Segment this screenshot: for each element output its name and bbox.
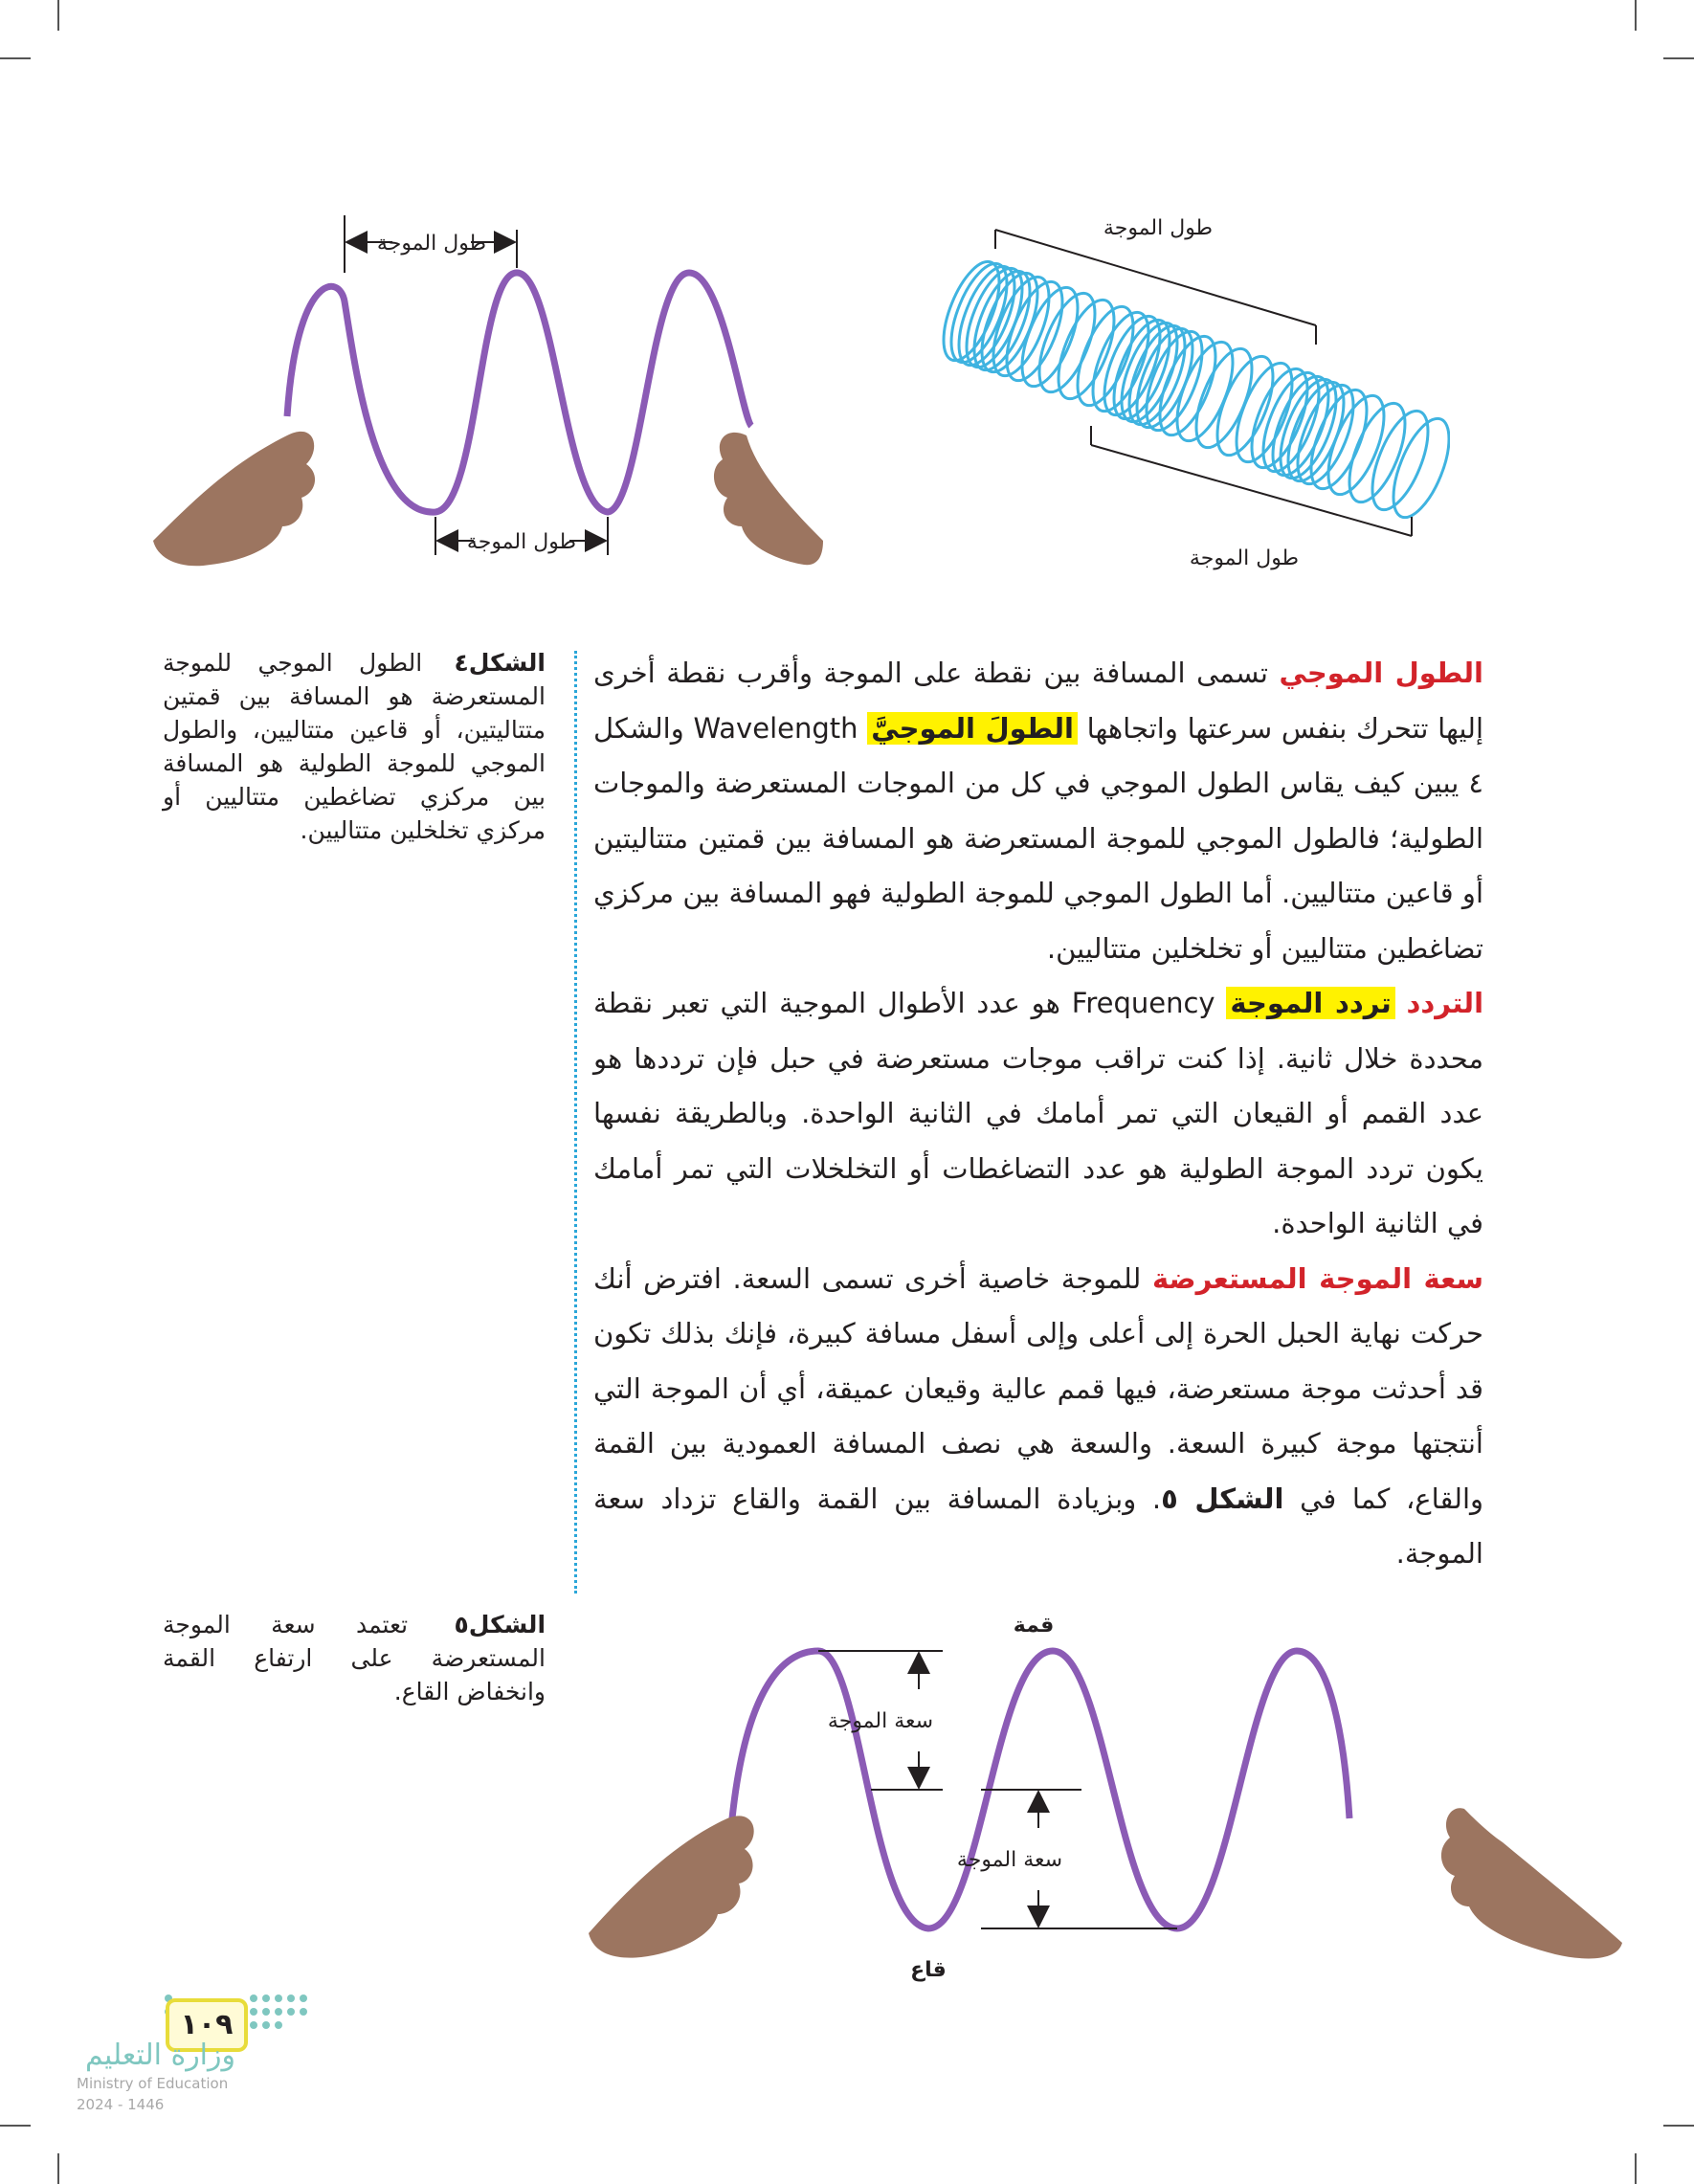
text-run: للموجة خاصية أخرى تسمى السعة. افترض أنك حركت نهاية الحبل الحرة إلى أعلى وإلى أسفل مسافة كبيرة، فإنك بذلك تكون قد أحدثت موجة مستعرضة، فيها قمم عالية وقيعان عميقة، أي أن الموجة التي أنتجتها موجة كبيرة السعة. والسعة هي نصف المسافة العمودية بين القمة والقاع، كما في [593,1261,1484,1515]
text-run: Frequency هو عدد الأطوال الموجية التي تعبر نقطة محددة خلال ثانية. إذا كنت تراقب موجات مستعرضة في حبل فإن ترددها هو عدد القمم أو القيعان التي تمر أمامك في الثانية الواحدة. وبالطريقة نفسها يكون تردد الموجة الطولية هو عدد التضاغطات أو التخلخلات التي تمر أمامك في الثانية الواحدة. [593,987,1483,1239]
transverse-wave-figure [153,215,823,589]
text-run: . وبزيادة المسافة بين القمة والقاع تزداد سعة الموجة. [593,1482,1483,1570]
figure5-text: تعتمد سعة الموجة المستعرضة على ارتفاع القمة وانخفاض القاع. [163,1611,546,1705]
crop-mark [57,2153,59,2184]
highlight-frequency: تردد الموجة [1226,987,1394,1019]
figure5-label: الشكل٥ [454,1611,546,1638]
amplitude-label-2: سعة الموجة [956,1848,1063,1872]
amplitude-figure [584,1598,1627,2000]
edition-year: 2024 - 1446 [77,2096,165,2113]
text-run: Wavelength والشكل ٤ يبين كيف يقاس الطول الموجي في كل من الموجات المستعرضة والموجات الطولية؛ فالطول الموجي للموجة المستعرضة هو المسافة بين قمتين متتاليتين أو قاعين متتاليين. أما الطول الموجي للموجة الطولية فهو المسافة بين مركزي تضاغطين متتاليين أو تخلخلين متتاليين. [593,711,1483,965]
paragraph-wavelength [593,646,1483,976]
spring-label-bottom: طول الموجة [1189,546,1300,570]
page-number: ١٠٩ [166,1998,248,2052]
figure4-text: الطول الموجي للموجة المستعرضة هو المسافة بين قمتين متتاليتين، أو قاعين متتاليين، والطول الموجي للموجة الطولية هو المسافة بين مركزي تضاغطين متتاليين أو مركزي تخلخلين متتاليين. [163,649,546,844]
term-frequency: التردد [1406,987,1484,1019]
crop-mark [0,57,31,59]
crop-mark [0,2125,31,2127]
ministry-english: Ministry of Education [77,2075,229,2092]
crest-label: قمة [1013,1614,1055,1638]
right-hand [1441,1808,1622,1958]
crop-mark [57,0,59,31]
spring-figure [914,206,1450,579]
term-amplitude: سعة الموجة المستعرضة [1151,1261,1483,1295]
wavelength-label-bottom: طول الموجة [466,530,577,554]
column-divider [574,651,577,1593]
right-hand [714,433,823,565]
wave-curve [287,273,751,512]
spring-label-top: طول الموجة [1103,216,1214,240]
crop-mark [1663,2125,1694,2127]
ministry-logo-text: وزارة التعليم [84,2039,235,2072]
paragraph-amplitude [593,1252,1483,1582]
crop-mark [1635,2153,1637,2184]
wavelength-label-top: طول الموجة [376,232,487,256]
crop-mark [1663,57,1694,59]
figure5-reference: الشكل ٥ [1161,1482,1284,1515]
paragraph-frequency [593,976,1483,1252]
highlight-wavelength: الطولَ الموجيَّ [867,712,1078,745]
amplitude-label-1: سعة الموجة [827,1709,934,1733]
term-wavelength: الطول الموجي [1279,657,1483,689]
figure5-caption [163,1608,546,1708]
figure4-label: الشكل٤ [454,649,546,677]
main-body-text [593,646,1483,1582]
text-run: تسمى المسافة بين نقطة على الموجة وأقرب نقطة أخرى إليها تتحرك بنفس سرعتها واتجاهها [593,657,1484,745]
left-hand [589,1816,754,1957]
left-hand [153,432,315,566]
spring-coils [932,255,1450,524]
figure4-caption [163,646,546,847]
crop-mark [1635,0,1637,31]
trough-label: قاع [910,1958,947,1982]
